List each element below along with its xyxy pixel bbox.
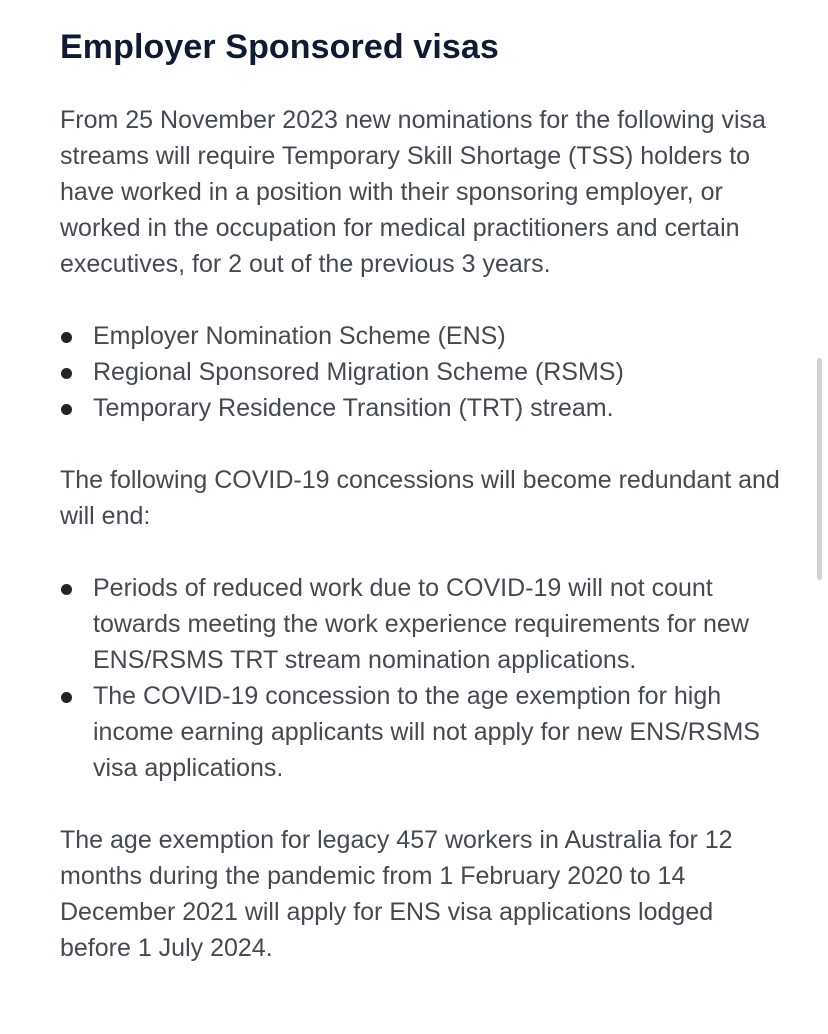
scrollbar[interactable]	[817, 358, 822, 580]
list-item	[60, 390, 780, 426]
list-item	[60, 354, 780, 390]
bullet-icon	[61, 368, 72, 379]
article-content	[60, 22, 780, 966]
list-item-text: The COVID-19 concession to the age exemption for high income earning applicants will not apply for new ENS/RSMS visa applications.	[93, 682, 760, 782]
bullet-icon	[61, 584, 72, 595]
intro-paragraph: From 25 November 2023 new nominations for the following visa streams will require Temporary Skill Shortage (TSS) holders to have worked in a position with their sponsoring employer, or worked in the occupation for medical practitioners and certain executives, for 2 out of the previous 3 years.	[60, 106, 766, 278]
bullet-icon	[61, 692, 72, 703]
bullet-icon	[61, 404, 72, 415]
list-item-text: Temporary Residence Transition (TRT) stream.	[93, 394, 614, 422]
visa-streams-list	[60, 318, 780, 426]
list-item-text: Periods of reduced work due to COVID-19 will not count towards meeting the work experience requirements for new ENS/RSMS TRT stream nomination applications.	[93, 574, 749, 674]
concessions-intro-paragraph: The following COVID-19 concessions will become redundant and will end:	[60, 466, 780, 530]
bullet-icon	[61, 332, 72, 343]
age-exemption-paragraph: The age exemption for legacy 457 workers in Australia for 12 months during the pandemic from 1 February 2020 to 14 December 2021 will apply for ENS visa applications lodged before 1 July 2024.	[60, 826, 733, 962]
list-item	[60, 318, 780, 354]
list-item	[60, 678, 780, 786]
page-title: Employer Sponsored visas	[60, 28, 499, 66]
list-item-text: Regional Sponsored Migration Scheme (RSMS)	[93, 358, 624, 386]
concessions-list	[60, 570, 780, 786]
list-item	[60, 570, 780, 678]
list-item-text: Employer Nomination Scheme (ENS)	[93, 322, 506, 350]
